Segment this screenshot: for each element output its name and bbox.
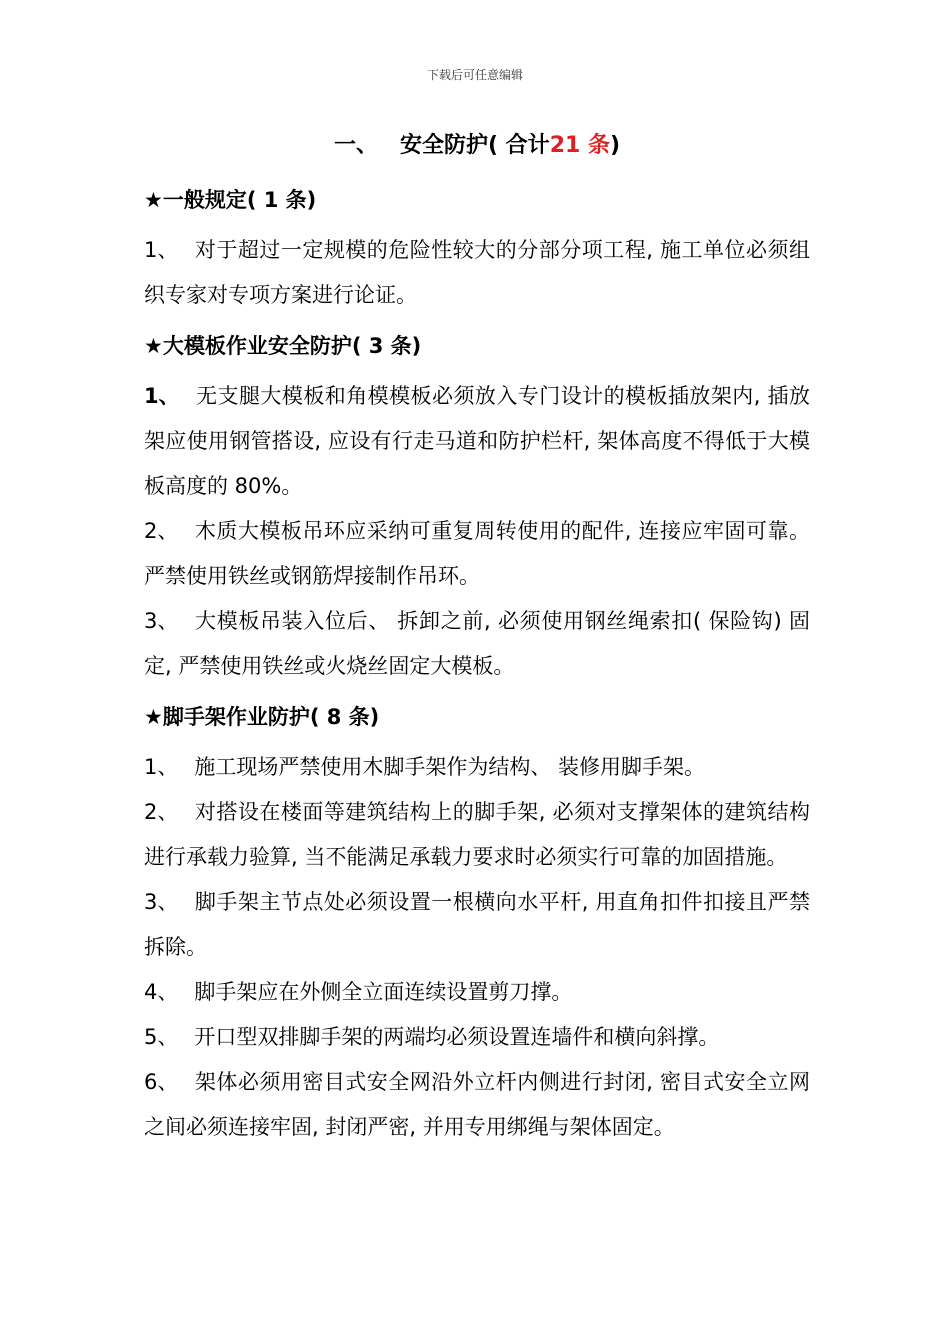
item-number: 5、 [144,1025,179,1049]
item-number: 2、 [144,519,179,543]
list-item [144,970,810,1015]
header-note: 下载后可任意编辑 [426,68,523,82]
section-heading-scaffold: ★脚手架作业防护( 8 条) [144,705,380,729]
list-item [144,1015,810,1060]
list-item [144,745,810,790]
item-number: 1、 [144,238,179,262]
item-text: 施工现场严禁使用木脚手架作为结构、 装修用脚手架。 [194,755,706,779]
list-item [144,1060,810,1150]
item-number: 6、 [144,1070,179,1094]
item-text: 开口型双排脚手架的两端均必须设置连墙件和横向斜撑。 [194,1025,720,1049]
item-text: 对于超过一定规模的危险性较大的分部分项工程, 施工单位必须组织专家对专项方案进行论证。 [144,238,810,307]
item-number: 1、 [144,384,180,408]
item-text: 脚手架主节点处必须设置一根横向水平杆, 用直角扣件扣接且严禁拆除。 [144,890,810,959]
list-item [144,790,810,880]
list-item [144,509,810,599]
list-item [144,880,810,970]
item-number: 1、 [144,755,179,779]
item-number: 3、 [144,609,179,633]
page-title [144,126,810,166]
list-item [144,228,810,318]
title-suffix: ) [609,133,621,158]
item-text: 无支腿大模板和角模模板必须放入专门设计的模板插放架内, 插放架应使用钢管搭设, 应设有行走马道和防护栏杆, 架体高度不得低于大模板高度的 80%。 [144,384,810,498]
title-prefix: 一、 [333,133,378,158]
item-text: 脚手架应在外侧全立面连续设置剪刀撑。 [194,980,573,1004]
section-heading-formwork: ★大模板作业安全防护( 3 条) [144,334,422,358]
item-text: 大模板吊装入位后、 拆卸之前, 必须使用钢丝绳索扣( 保险钩) 固定, 严禁使用铁丝或火烧丝固定大模板。 [144,609,810,678]
list-item [144,599,810,689]
list-item [144,374,810,509]
item-text: 对搭设在楼面等建筑结构上的脚手架, 必须对支撑架体的建筑结构进行承载力验算, 当不能满足承载力要求时必须实行可靠的加固措施。 [144,800,810,869]
title-text: 安全防护( 合计 [399,133,550,158]
item-number: 3、 [144,890,179,914]
item-text: 木质大模板吊环应采纳可重复周转使用的配件, 连接应牢固可靠。严禁使用铁丝或钢筋焊接制作吊环。 [144,519,810,588]
item-number: 2、 [144,800,179,824]
title-count: 21 条 [549,133,610,158]
section-heading-general: ★一般规定( 1 条) [144,188,317,212]
document-content [144,126,810,1150]
item-number: 4、 [144,980,179,1004]
item-text: 架体必须用密目式安全网沿外立杆内侧进行封闭, 密目式安全立网之间必须连接牢固, 封闭严密, 并用专用绑绳与架体固定。 [144,1070,810,1139]
